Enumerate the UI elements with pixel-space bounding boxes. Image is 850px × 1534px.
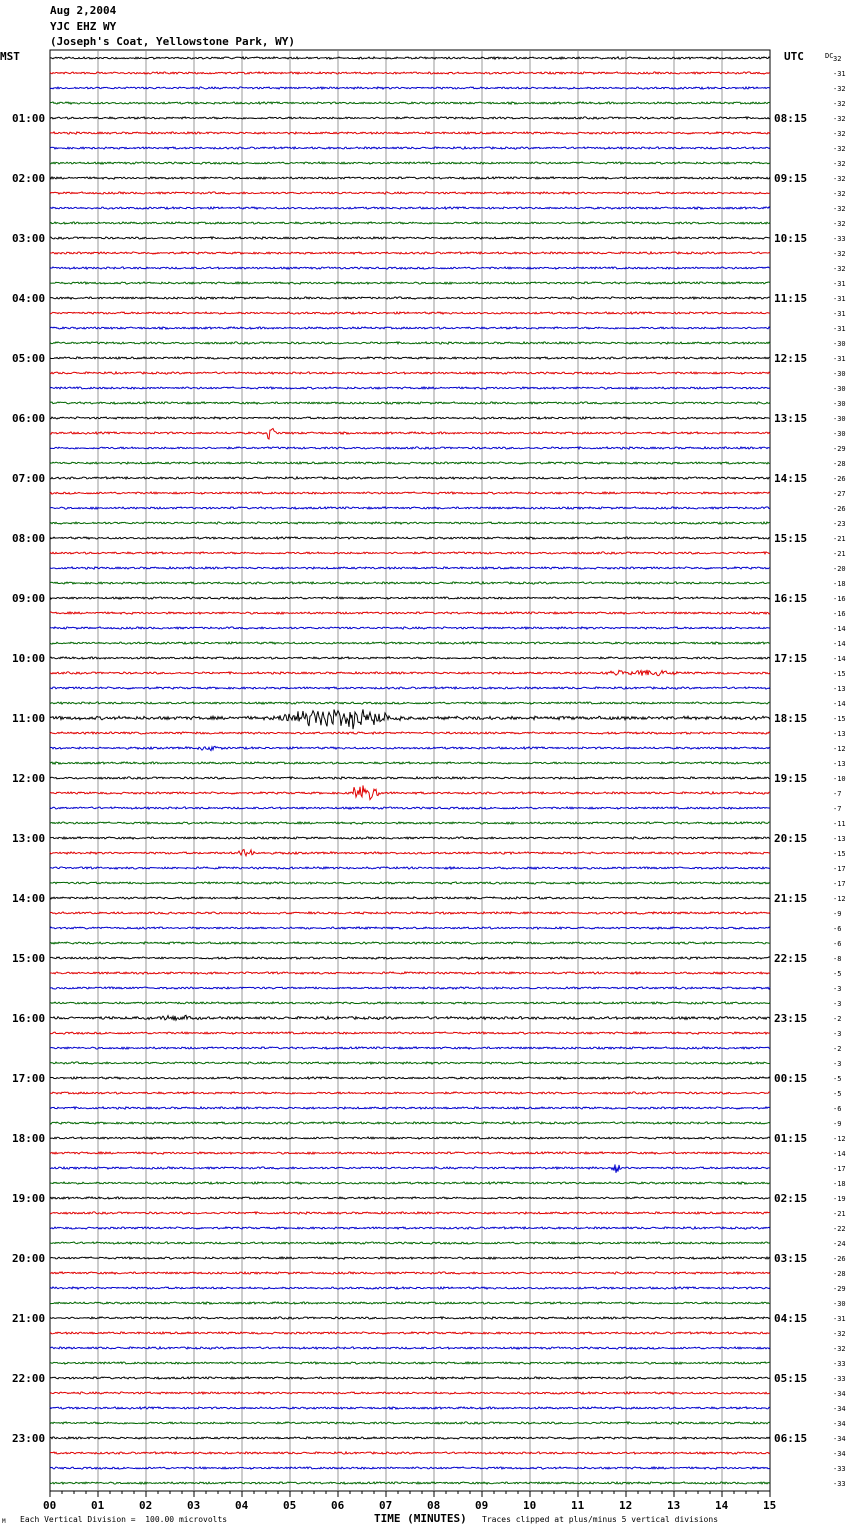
dc-offset-label: -32	[833, 1330, 846, 1338]
trace-line	[50, 1002, 770, 1004]
header-date: Aug 2,2004	[50, 4, 117, 17]
trace-line	[50, 1482, 770, 1484]
dc-offset-label: -34	[833, 1405, 846, 1413]
dc-offset-label: -31	[833, 280, 846, 288]
x-tick-label: 15	[763, 1499, 777, 1512]
right-hour-label: 01:15	[774, 1132, 808, 1145]
dc-offset-label: -9	[833, 910, 842, 918]
dc-offset-label: -6	[833, 940, 842, 948]
trace-line	[50, 177, 770, 179]
left-hour-label: 09:00	[12, 592, 46, 605]
dc-offset-label: -31	[833, 310, 846, 318]
left-axis-title: MST	[0, 50, 20, 63]
x-tick-label: 10	[523, 1499, 537, 1512]
trace-line	[50, 537, 770, 539]
dc-offset-label: -13	[833, 730, 846, 738]
trace-line	[50, 972, 770, 974]
dc-offset-label: -12	[833, 745, 846, 753]
dc-offset-label: -23	[833, 520, 846, 528]
right-hour-label: 00:15	[774, 1072, 808, 1085]
trace-line	[50, 597, 770, 599]
dc-offset-label: -26	[833, 475, 846, 483]
trace-line	[50, 957, 770, 959]
left-hour-label: 17:00	[12, 1072, 46, 1085]
x-tick-label: 05	[283, 1499, 297, 1512]
trace-line	[50, 777, 770, 779]
x-tick-label: 07	[379, 1499, 393, 1512]
corner-mark: M	[2, 1518, 6, 1525]
left-hour-label: 07:00	[12, 472, 46, 485]
trace-line	[50, 867, 770, 869]
trace-line	[50, 417, 770, 419]
trace-line	[50, 1047, 770, 1049]
trace-line	[50, 1107, 770, 1109]
trace-line	[50, 687, 770, 689]
trace-line	[50, 192, 770, 194]
trace-line	[50, 387, 770, 389]
dc-offset-label: -14	[833, 1150, 846, 1158]
dc-offset-label: -29	[833, 1285, 846, 1293]
right-hour-label: 16:15	[774, 592, 808, 605]
trace-line	[50, 702, 770, 704]
left-hour-label: 23:00	[12, 1432, 46, 1445]
dc-offset-label: -13	[833, 760, 846, 768]
dc-offset-label: -28	[833, 460, 846, 468]
dc-offset-label: -34	[833, 1420, 846, 1428]
trace-line	[50, 372, 770, 374]
dc-offset-label: -31	[833, 70, 846, 78]
plot-frame	[50, 50, 770, 1491]
trace-line	[50, 1272, 770, 1274]
dc-offset-label: -22	[833, 1225, 846, 1233]
trace-line	[50, 1092, 770, 1094]
right-hour-label: 11:15	[774, 292, 808, 305]
trace-line	[50, 252, 770, 254]
dc-offset-label: -7	[833, 790, 842, 798]
trace-line	[50, 1182, 770, 1184]
trace-line	[50, 670, 770, 676]
left-hour-label: 21:00	[12, 1312, 46, 1325]
trace-line	[50, 507, 770, 509]
dc-offset-label: -28	[833, 1270, 846, 1278]
dc-offset-label: -31	[833, 295, 846, 303]
right-hour-label: 21:15	[774, 892, 808, 905]
x-tick-label: 02	[139, 1499, 153, 1512]
left-hour-label: 20:00	[12, 1252, 46, 1265]
x-tick-label: 01	[91, 1499, 105, 1512]
dc-offset-label: -32	[833, 205, 846, 213]
dc-offset-label: -14	[833, 700, 846, 708]
dc-offset-label: -30	[833, 400, 846, 408]
dc-offset-label: -21	[833, 535, 846, 543]
x-tick-label: 08	[427, 1499, 441, 1512]
trace-line	[50, 297, 770, 299]
trace-line	[50, 327, 770, 329]
left-hour-label: 08:00	[12, 532, 46, 545]
left-hour-label: 13:00	[12, 832, 46, 845]
trace-line	[50, 402, 770, 404]
dc-offset-label: -11	[833, 820, 846, 828]
right-hour-label: 13:15	[774, 412, 808, 425]
right-hour-label: 14:15	[774, 472, 808, 485]
trace-line	[50, 1015, 770, 1020]
trace-line	[50, 147, 770, 149]
dc-offset-label: -10	[833, 775, 846, 783]
dc-offset-label: -32	[833, 115, 846, 123]
trace-line	[50, 582, 770, 584]
dc-offset-label: -30	[833, 340, 846, 348]
trace-line	[50, 807, 770, 809]
trace-line	[50, 1242, 770, 1244]
trace-line	[50, 642, 770, 644]
x-tick-label: 00	[43, 1499, 57, 1512]
trace-line	[50, 912, 770, 914]
right-hour-label: 08:15	[774, 112, 808, 125]
dc-offset-label: -5	[833, 1090, 842, 1098]
trace-line	[50, 627, 770, 629]
dc-offset-label: -32	[833, 130, 846, 138]
right-hour-label: 19:15	[774, 772, 808, 785]
left-hour-label: 01:00	[12, 112, 46, 125]
right-hour-label: 06:15	[774, 1432, 808, 1445]
dc-offset-label: -32	[833, 160, 846, 168]
dc-offset-label: -5	[833, 970, 842, 978]
dc-offset-label: -3	[833, 1030, 842, 1038]
dc-offset-label: -21	[833, 1210, 846, 1218]
trace-line	[50, 1287, 770, 1289]
right-hour-label: 05:15	[774, 1372, 808, 1385]
header-location: (Joseph's Coat, Yellowstone Park, WY)	[50, 35, 296, 48]
dc-offset-label: -13	[833, 835, 846, 843]
left-hour-label: 18:00	[12, 1132, 46, 1145]
dc-offset-label: -32	[833, 145, 846, 153]
x-tick-label: 13	[667, 1499, 681, 1512]
trace-line	[50, 897, 770, 899]
dc-offset-label: -15	[833, 670, 846, 678]
dc-offset-label: -12	[833, 1135, 846, 1143]
trace-line	[50, 492, 770, 494]
dc-offset-label: -27	[833, 490, 846, 498]
trace-line	[50, 357, 770, 359]
dc-offset-label: -17	[833, 1165, 846, 1173]
trace-line	[50, 267, 770, 269]
dc-offset-label: -24	[833, 1240, 846, 1248]
dc-offset-label: -3	[833, 1060, 842, 1068]
dc-offset-label: -17	[833, 865, 846, 873]
dc-offset-label: -32	[833, 175, 846, 183]
right-hour-label: 09:15	[774, 172, 808, 185]
dc-offset-label: -31	[833, 325, 846, 333]
left-hour-label: 15:00	[12, 952, 46, 965]
dc-offset-label: -2	[833, 1015, 842, 1023]
left-hour-label: 02:00	[12, 172, 46, 185]
trace-line	[50, 822, 770, 824]
dc-offset-label: -15	[833, 850, 846, 858]
dc-offset-label: -5	[833, 1075, 842, 1083]
trace-line	[50, 1422, 770, 1424]
trace-line	[50, 87, 770, 89]
trace-line	[50, 162, 770, 164]
trace-line	[50, 552, 770, 554]
dc-offset-label: -6	[833, 1105, 842, 1113]
trace-line	[50, 477, 770, 479]
dc-offset-label: -16	[833, 610, 846, 618]
left-hour-label: 10:00	[12, 652, 46, 665]
x-tick-label: 04	[235, 1499, 249, 1512]
trace-line	[50, 1212, 770, 1214]
trace-line	[50, 850, 770, 856]
trace-line	[50, 57, 770, 59]
trace-line	[50, 882, 770, 884]
dc-offset-label: -19	[833, 1195, 846, 1203]
trace-line	[50, 942, 770, 944]
dc-offset-label: -16	[833, 595, 846, 603]
dc-offset-label: -30	[833, 385, 846, 393]
right-hour-label: 10:15	[774, 232, 808, 245]
x-tick-label: 14	[715, 1499, 729, 1512]
dc-offset-label: -32	[833, 100, 846, 108]
dc-offset-label: -7	[833, 805, 842, 813]
dc-offset-label: -32	[833, 85, 846, 93]
dc-offset-label: -34	[833, 1435, 846, 1443]
dc-offset-label: -13	[833, 685, 846, 693]
dc-offset-label: -14	[833, 625, 846, 633]
trace-line	[50, 1437, 770, 1439]
trace-line	[50, 132, 770, 134]
trace-line	[50, 1452, 770, 1454]
trace-line	[50, 1377, 770, 1379]
x-tick-label: 12	[619, 1499, 633, 1512]
left-hour-label: 03:00	[12, 232, 46, 245]
trace-line	[50, 237, 770, 239]
scale-note: Each Vertical Division = 100.00 microvolts	[20, 1515, 228, 1524]
dc-offset-label: -30	[833, 1300, 846, 1308]
trace-line	[50, 762, 770, 764]
trace-line	[50, 462, 770, 464]
trace-line	[50, 1332, 770, 1334]
dc-offset-label: -30	[833, 430, 846, 438]
trace-line	[50, 927, 770, 929]
trace-line	[50, 1137, 770, 1139]
trace-line	[50, 1122, 770, 1124]
left-hour-label: 06:00	[12, 412, 46, 425]
dc-offset-label: -30	[833, 415, 846, 423]
dc-offset-label: -21	[833, 550, 846, 558]
trace-line	[50, 837, 770, 839]
trace-line	[50, 732, 770, 734]
trace-line	[50, 522, 770, 524]
dc-offset-label: -18	[833, 1180, 846, 1188]
left-hour-label: 05:00	[12, 352, 46, 365]
dc-offset-label: -12	[833, 895, 846, 903]
right-hour-label: 04:15	[774, 1312, 808, 1325]
trace-line	[50, 222, 770, 224]
dc-offset-label: -33	[833, 1375, 846, 1383]
dc-offset-label: -33	[833, 1465, 846, 1473]
trace-line	[50, 1302, 770, 1304]
right-axis-title: UTC	[784, 50, 804, 63]
right-hour-label: 17:15	[774, 652, 808, 665]
trace-line	[50, 1362, 770, 1364]
dc-offset-label: -18	[833, 580, 846, 588]
trace-line	[50, 1197, 770, 1199]
trace-line	[50, 72, 770, 74]
trace-line	[50, 709, 770, 729]
dc-offset-label: -2	[833, 1045, 842, 1053]
trace-line	[50, 207, 770, 209]
trace-line	[50, 102, 770, 104]
left-hour-label: 12:00	[12, 772, 46, 785]
dc-offset-label: -33	[833, 235, 846, 243]
x-tick-label: 09	[475, 1499, 489, 1512]
dc-offset-label: -20	[833, 565, 846, 573]
dc-offset-label: -34	[833, 1390, 846, 1398]
dc-offset-label: -26	[833, 505, 846, 513]
dc-offset-label: -30	[833, 370, 846, 378]
right-hour-label: 22:15	[774, 952, 808, 965]
dc-offset-label: -9	[833, 1120, 842, 1128]
left-hour-label: 16:00	[12, 1012, 46, 1025]
dc-offset-label: -34	[833, 1450, 846, 1458]
dc-offset-label: -8	[833, 955, 842, 963]
right-hour-label: 03:15	[774, 1252, 808, 1265]
dc-offset-label: -14	[833, 640, 846, 648]
trace-line	[50, 1347, 770, 1349]
right-hour-label: 12:15	[774, 352, 808, 365]
trace-line	[50, 1164, 770, 1172]
dc-offset-label: -33	[833, 1360, 846, 1368]
trace-line	[50, 342, 770, 344]
trace-line	[50, 1257, 770, 1259]
trace-line	[50, 312, 770, 314]
trace-line	[50, 657, 770, 659]
trace-line	[50, 1392, 770, 1394]
x-tick-label: 03	[187, 1499, 201, 1512]
header-station: YJC EHZ WY	[50, 20, 117, 33]
left-hour-label: 14:00	[12, 892, 46, 905]
dc-offset-label: -32	[833, 190, 846, 198]
right-hour-label: 15:15	[774, 532, 808, 545]
trace-line	[50, 428, 770, 439]
left-hour-label: 22:00	[12, 1372, 46, 1385]
trace-line	[50, 1032, 770, 1034]
trace-line	[50, 1077, 770, 1079]
x-axis-label: TIME (MINUTES)	[374, 1512, 467, 1525]
trace-line	[50, 1407, 770, 1409]
trace-line	[50, 1227, 770, 1229]
trace-line	[50, 1467, 770, 1469]
dc-offset-label: -32	[833, 265, 846, 273]
trace-line	[50, 987, 770, 989]
trace-line	[50, 447, 770, 449]
right-hour-label: 23:15	[774, 1012, 808, 1025]
dc-offset-label: -31	[833, 355, 846, 363]
dc-offset-label: -32	[833, 220, 846, 228]
trace-line	[50, 785, 770, 799]
dc-offset-label: -31	[833, 1315, 846, 1323]
dc-offset-label: -17	[833, 880, 846, 888]
right-hour-label: 02:15	[774, 1192, 808, 1205]
trace-line	[50, 1152, 770, 1154]
trace-line	[50, 612, 770, 614]
trace-line	[50, 1317, 770, 1319]
dc-offset-label: -26	[833, 1255, 846, 1263]
dc-offset-label: -15	[833, 715, 846, 723]
dc-offset-label: -3	[833, 1000, 842, 1008]
dc-offset-label: -14	[833, 655, 846, 663]
trace-line	[50, 117, 770, 119]
dc-offset-label: -6	[833, 925, 842, 933]
dc-offset-label: -32	[833, 250, 846, 258]
dc-offset-label: 32	[833, 55, 842, 63]
trace-line	[50, 282, 770, 284]
dc-offset-label: -29	[833, 445, 846, 453]
dc-offset-label: -33	[833, 1480, 846, 1488]
x-tick-label: 11	[571, 1499, 585, 1512]
dc-label: DC	[825, 52, 834, 60]
x-tick-label: 06	[331, 1499, 345, 1512]
trace-line	[50, 746, 770, 750]
right-hour-label: 18:15	[774, 712, 808, 725]
dc-offset-label: -32	[833, 1345, 846, 1353]
right-hour-label: 20:15	[774, 832, 808, 845]
trace-line	[50, 567, 770, 569]
clip-note: Traces clipped at plus/minus 5 vertical divisions	[482, 1515, 719, 1524]
left-hour-label: 19:00	[12, 1192, 46, 1205]
trace-line	[50, 1062, 770, 1064]
left-hour-label: 04:00	[12, 292, 46, 305]
left-hour-label: 11:00	[12, 712, 46, 725]
dc-offset-label: -3	[833, 985, 842, 993]
